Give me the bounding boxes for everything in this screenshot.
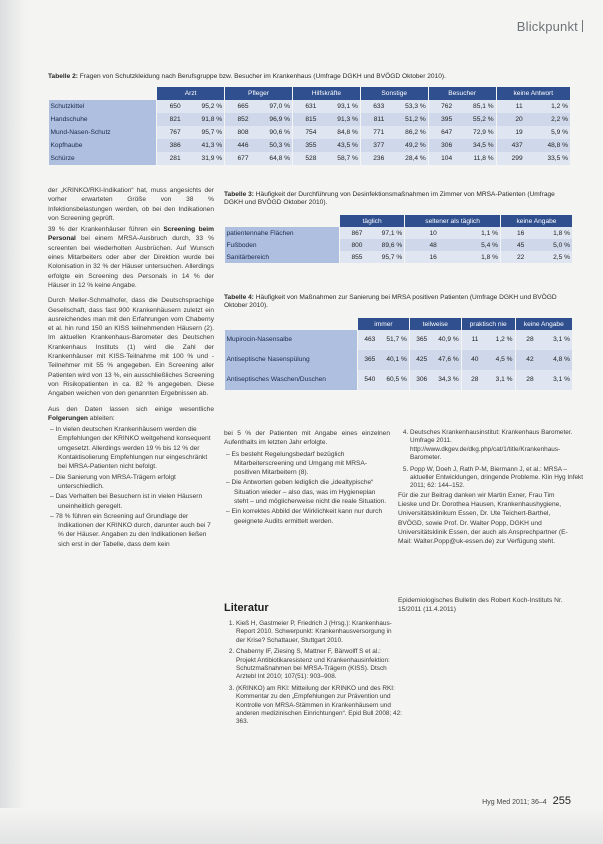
row-label: Mund-Nasen-Schutz	[49, 126, 157, 139]
count-cell: 365	[409, 330, 429, 350]
percent-cell: 1,2 %	[525, 100, 570, 113]
page-bottom-shadow	[0, 808, 603, 844]
count-cell: 425	[409, 350, 429, 370]
count-cell: 771	[360, 126, 386, 139]
count-cell: 867	[340, 227, 365, 239]
middle-column	[224, 429, 390, 527]
percent-cell: 1,8 %	[526, 227, 572, 239]
column-header	[225, 215, 340, 227]
conclusion-list-continued	[224, 450, 390, 526]
percent-cell: 97,1 %	[364, 227, 404, 239]
column-header: teilweise	[409, 318, 461, 330]
row-label: Fußboden	[225, 239, 340, 251]
list-item: – 78 % führen ein Screening auf Grundlage der Indikationen der KRINKO durch, darunter auch bei 7 % der Häuser. Angaben zu den Indikationen ließen sich erst in der Tabelle, dass dem kein	[58, 512, 214, 549]
count-cell: 365	[358, 350, 378, 370]
count-cell: 40	[461, 350, 480, 370]
table-row	[225, 330, 573, 350]
left-column	[48, 186, 214, 550]
table-disinfection	[224, 215, 572, 263]
count-cell: 299	[496, 152, 525, 165]
count-cell: 647	[428, 126, 454, 139]
count-cell: 28	[515, 330, 536, 350]
count-cell: 631	[292, 100, 318, 113]
percent-cell: 55,2 %	[454, 113, 496, 126]
column-header	[225, 318, 358, 330]
count-cell: 11	[461, 330, 480, 350]
percent-cell: 5,9 %	[525, 126, 570, 139]
percent-cell: 4,8 %	[536, 350, 572, 370]
table-header-row	[225, 318, 573, 330]
percent-cell: 3,1 %	[480, 370, 515, 390]
table-header-row	[49, 87, 571, 100]
count-cell: 386	[157, 139, 183, 152]
percent-cell: 95,2 %	[183, 100, 225, 113]
reference-item: 3. (KRINKO) am RKI: Mitteilung der KRINKO und des RKI: Kommentar zu den „Empfehlungen zur Prävention und Kontrolle von MRSA-Stämmen in Krankenhäusern und anderen medizinischen Einrichtungen“. Epid Bull 2008; 42: 363.	[236, 685, 402, 727]
count-cell: 665	[225, 100, 251, 113]
percent-cell: 91,3 %	[318, 113, 360, 126]
paragraph: Durch Meller-Schmalhofer, dass die Deutschsprachige Gesellschaft, dass fast 900 Krankenhäusern zuletzt ein ausreichendes man mit den Erfahrungen vom Chaberny et al. hin rund 150 an KISS teilnehmenden Häusern (2). Im aktuellen Krankenhaus-Barometer des Deutschen Krankenhaus Instituts (1) wird die Zahl der Krankenhäuser mit KISS-Teilnahme mit 100 % und -Teilnehmer mit 55 % angegeben. Ein Screening aller Patienten wird von 13 %, ein ausschließliches Screening von Risikopatienten in ca. 82 % angegeben. Diese Angaben weichen von den genannten Ergebnissen ab.	[48, 297, 214, 398]
count-cell: 528	[292, 152, 318, 165]
percent-cell: 5,4 %	[439, 239, 501, 251]
percent-cell: 95,7 %	[364, 251, 404, 263]
acknowledgement: Für die zur Beitrag danken wir Martin Exner, Frau Tim Lieske und Dr. Dorothea Hausen, Krankenhaushygiene, Universitätsklinikum Essen, Dr. Ute Teichert-Barthel, BVÖGD, sowie Prof. Dr. Walter Popp, DGKH und Universitätsklinik Essen, der auch als Ansprechpartner (E-Mail: Walter.Popp@uk-essen.de) zur Verfügung steht.	[398, 492, 568, 546]
list-item: – Das Verhalten bei Besuchern ist in vielen Häusern uneinheitlich geregelt.	[58, 492, 214, 511]
count-cell: 808	[225, 126, 251, 139]
row-label: Schürze	[49, 152, 157, 165]
percent-cell: 2,5 %	[526, 251, 572, 263]
journal-ref: Hyg Med 2011; 36–4	[482, 799, 547, 806]
percent-cell: 11,8 %	[454, 152, 496, 165]
count-cell: 754	[292, 126, 318, 139]
percent-cell: 51,2 %	[386, 113, 428, 126]
literature-list	[224, 620, 402, 730]
conclusion-list	[48, 425, 214, 549]
list-item: – In vielen deutschen Krankenhäusern werden die Empfehlungen der KRINKO weitgehend konsequent umgesetzt. Allerdings werden 19 % bis 12 % der Kontaktisolierung Empfehlungen nur eingeschränkt bei MRSA-Patienten nicht befolgt.	[58, 425, 214, 471]
column-header: täglich	[340, 215, 405, 227]
percent-cell: 4,5 %	[480, 350, 515, 370]
page-number: 255	[552, 795, 571, 807]
table-row	[225, 227, 573, 239]
count-cell: 19	[496, 126, 525, 139]
percent-cell: 5,0 %	[526, 239, 572, 251]
list-item: – Die Sanierung von MRSA-Trägern erfolgt unterschiedlich.	[58, 473, 214, 492]
table-row	[225, 350, 573, 370]
column-header: keine Angabe	[500, 215, 572, 227]
count-cell: 762	[428, 100, 454, 113]
count-cell: 28	[515, 370, 536, 390]
page-footer	[482, 795, 571, 807]
row-label: Schutzkittel	[49, 100, 157, 113]
count-cell: 236	[360, 152, 386, 165]
row-label: Mupirocin-Nasensalbe	[225, 330, 358, 350]
count-cell: 463	[358, 330, 378, 350]
list-item: – Die Antworten geben lediglich die „idealtypische“ Situation wieder – also das, was im Hygieneplan steht – und möglicherweise nicht die reale Situation.	[234, 478, 390, 506]
percent-cell: 33,5 %	[525, 152, 570, 165]
count-cell: 395	[428, 113, 454, 126]
table-3-caption: Tabelle 3: Häufigkeit der Durchführung von Desinfektionsmaßnahmen im Zimmer von MRSA-Patienten (Umfrage DGKH und BVÖGD Oktober 2010).	[224, 191, 555, 206]
percent-cell: 60,5 %	[377, 370, 409, 390]
row-label: patientennahe Flächen	[225, 227, 340, 239]
count-cell: 42	[515, 350, 536, 370]
percent-cell: 34,5 %	[454, 139, 496, 152]
count-cell: 446	[225, 139, 251, 152]
count-cell: 306	[428, 139, 454, 152]
table-row	[49, 139, 571, 152]
column-header: immer	[358, 318, 410, 330]
count-cell: 28	[461, 370, 480, 390]
count-cell: 16	[500, 227, 526, 239]
percent-cell: 2,2 %	[525, 113, 570, 126]
count-cell: 821	[157, 113, 183, 126]
percent-cell: 51,7 %	[377, 330, 409, 350]
count-cell: 815	[292, 113, 318, 126]
percent-cell: 89,6 %	[364, 239, 404, 251]
count-cell: 800	[340, 239, 365, 251]
count-cell: 20	[496, 113, 525, 126]
column-header	[49, 87, 157, 100]
percent-cell: 64,8 %	[251, 152, 293, 165]
count-cell: 650	[157, 100, 183, 113]
count-cell: 22	[500, 251, 526, 263]
list-item: – Ein korrektes Abbild der Wirklichkeit kann nur durch geeignete Audits ermittelt werden.	[234, 507, 390, 526]
percent-cell: 93,1 %	[318, 100, 360, 113]
percent-cell: 41,3 %	[183, 139, 225, 152]
page-edge-shadow	[0, 0, 26, 844]
percent-cell: 84,8 %	[318, 126, 360, 139]
count-cell: 855	[340, 251, 365, 263]
count-cell: 633	[360, 100, 386, 113]
literature-list-continued	[398, 429, 588, 494]
paragraph: 39 % der Krankenhäuser führen ein Screening beim Personal bei einem MRSA-Ausbruch durch, 33 % screenten bei wiederholten Ausbrüchen. Auf Wunsch eines Mitarbeiters oder aber der Direktion wurde bei Kolonisation in 32 % der Häuser untersuchen. Allerdings erfolgte ein Screening des Personals in 14 % der Häuser in 12 % keine Angabe.	[48, 226, 214, 289]
count-cell: 104	[428, 152, 454, 165]
count-cell: 355	[292, 139, 318, 152]
count-cell: 677	[225, 152, 251, 165]
column-header: seltener als täglich	[405, 215, 501, 227]
percent-cell: 53,3 %	[386, 100, 428, 113]
column-header: Arzt	[157, 87, 225, 100]
paragraph: der „KRINKO/RKI-Indikation“ hat, muss angesichts der vorher erwarteten Größe von 38 % Infektionsbelastungen werden, ob bei den Indikationen von Screening geprüft.	[48, 187, 214, 222]
column-header: keine Angabe	[515, 318, 572, 330]
column-header: Besucher	[428, 87, 496, 100]
percent-cell: 40,9 %	[429, 330, 461, 350]
list-item: – Es besteht Regelungsbedarf bezüglich Mitarbeiterscreening und Umgang mit MRSA-positiven Mitarbeitern (8).	[234, 450, 390, 478]
percent-cell: 49,2 %	[386, 139, 428, 152]
column-header: Pfleger	[225, 87, 293, 100]
paragraph: Aus den Daten lassen sich einige wesentliche Folgerungen ableiten:	[48, 405, 214, 422]
percent-cell: 47,6 %	[429, 350, 461, 370]
count-cell: 10	[405, 227, 439, 239]
percent-cell: 31,9 %	[183, 152, 225, 165]
table-2-caption: Tabelle 2: Fragen von Schutzkleidung nach Berufsgruppe bzw. Besucher im Krankenhaus (Umfrage DGKH und BVÖGD Oktober 2010).	[48, 73, 446, 80]
count-cell: 540	[358, 370, 378, 390]
percent-cell: 95,7 %	[183, 126, 225, 139]
table-row	[225, 251, 573, 263]
reference-item: 4. Deutsches Krankenhausinstitut: Krankenhaus Barometer. Umfrage 2011. http://www.dkgev.de/dkg.php/cat/1/title/Krankenhaus-Barometer.	[410, 429, 588, 463]
percent-cell: 43,5 %	[318, 139, 360, 152]
count-cell: 16	[405, 251, 439, 263]
percent-cell: 1,1 %	[439, 227, 501, 239]
table-row	[225, 370, 573, 390]
reference-item: 1. Kieß H, Gastmeier P, Friedrich J (Hrsg.): Krankenhaus-Report 2010. Schwerpunkt: Krankenhausversorgung in der Krise? Schattauer, Stuttgart 2010.	[236, 620, 402, 645]
percent-cell: 85,1 %	[454, 100, 496, 113]
table-row	[225, 239, 573, 251]
column-header: Sonstige	[360, 87, 428, 100]
column-header: praktisch nie	[461, 318, 515, 330]
table-row	[49, 126, 571, 139]
literature-heading: Literatur	[224, 602, 269, 614]
count-cell: 306	[409, 370, 429, 390]
percent-cell: 91,8 %	[183, 113, 225, 126]
count-cell: 377	[360, 139, 386, 152]
percent-cell: 40,1 %	[377, 350, 409, 370]
table-protective-clothing	[48, 87, 570, 165]
percent-cell: 96,9 %	[251, 113, 293, 126]
count-cell: 437	[496, 139, 525, 152]
table-row	[49, 100, 571, 113]
reference-item: 5. Popp W, Doeh J, Rath P-M, Biermann J, et al.: MRSA – aktueller Entwicklungen, dringende Probleme. Klin Hyg Infekt 2011; 62: 144–152.	[410, 466, 588, 491]
percent-cell: 97,0 %	[251, 100, 293, 113]
column-header: keine Antwort	[496, 87, 570, 100]
percent-cell: 34,3 %	[429, 370, 461, 390]
percent-cell: 3,1 %	[536, 370, 572, 390]
percent-cell: 28,4 %	[386, 152, 428, 165]
percent-cell: 1,2 %	[480, 330, 515, 350]
table-row	[49, 113, 571, 126]
percent-cell: 3,1 %	[536, 330, 572, 350]
row-label: Antiseptisches Waschen/Duschen	[225, 370, 358, 390]
row-label: Antiseptische Nasenspülung	[225, 350, 358, 370]
percent-cell: 90,6 %	[251, 126, 293, 139]
table-decolonization	[224, 318, 572, 390]
count-cell: 281	[157, 152, 183, 165]
reference-item: 2. Chaberny IF, Ziesing S, Mattner F, Bärwolff S et al.: Projekt Antibiotikaresistenz und Krankenhausinfektion: Schutzmaßnahmen bei MRSA-Trägern (KISS). Dtsch Arztebl Int 2010; 107(51): 903–908.	[236, 648, 402, 682]
percent-cell: 1,8 %	[439, 251, 501, 263]
count-cell: 767	[157, 126, 183, 139]
count-cell: 48	[405, 239, 439, 251]
column-header: Hilfskräfte	[292, 87, 360, 100]
percent-cell: 72,9 %	[454, 126, 496, 139]
paragraph: bei 5 % der Patienten mit Angabe eines einzelnen Aufenthalts im letzten Jahr erfolgte.	[224, 430, 390, 447]
table-row	[49, 152, 571, 165]
row-label: Sanitärbereich	[225, 251, 340, 263]
row-label: Kopfhaube	[49, 139, 157, 152]
percent-cell: 58,7 %	[318, 152, 360, 165]
percent-cell: 48,8 %	[525, 139, 570, 152]
count-cell: 45	[500, 239, 526, 251]
count-cell: 811	[360, 113, 386, 126]
row-label: Handschuhe	[49, 113, 157, 126]
table-4-caption: Tabelle 4: Häufigkeit von Maßnahmen zur Sanierung bei MRSA positiven Patienten (Umfrage DGKH und BVÖGD Oktober 2010).	[224, 294, 557, 309]
percent-cell: 86,2 %	[386, 126, 428, 139]
count-cell: 852	[225, 113, 251, 126]
section-header: Blickpunkt	[517, 19, 583, 34]
percent-cell: 50,3 %	[251, 139, 293, 152]
count-cell: 11	[496, 100, 525, 113]
source-note: Epidemiologisches Bulletin des Robert Koch-Instituts Nr. 15/2011 (11.4.2011)	[398, 597, 563, 614]
table-header-row	[225, 215, 573, 227]
